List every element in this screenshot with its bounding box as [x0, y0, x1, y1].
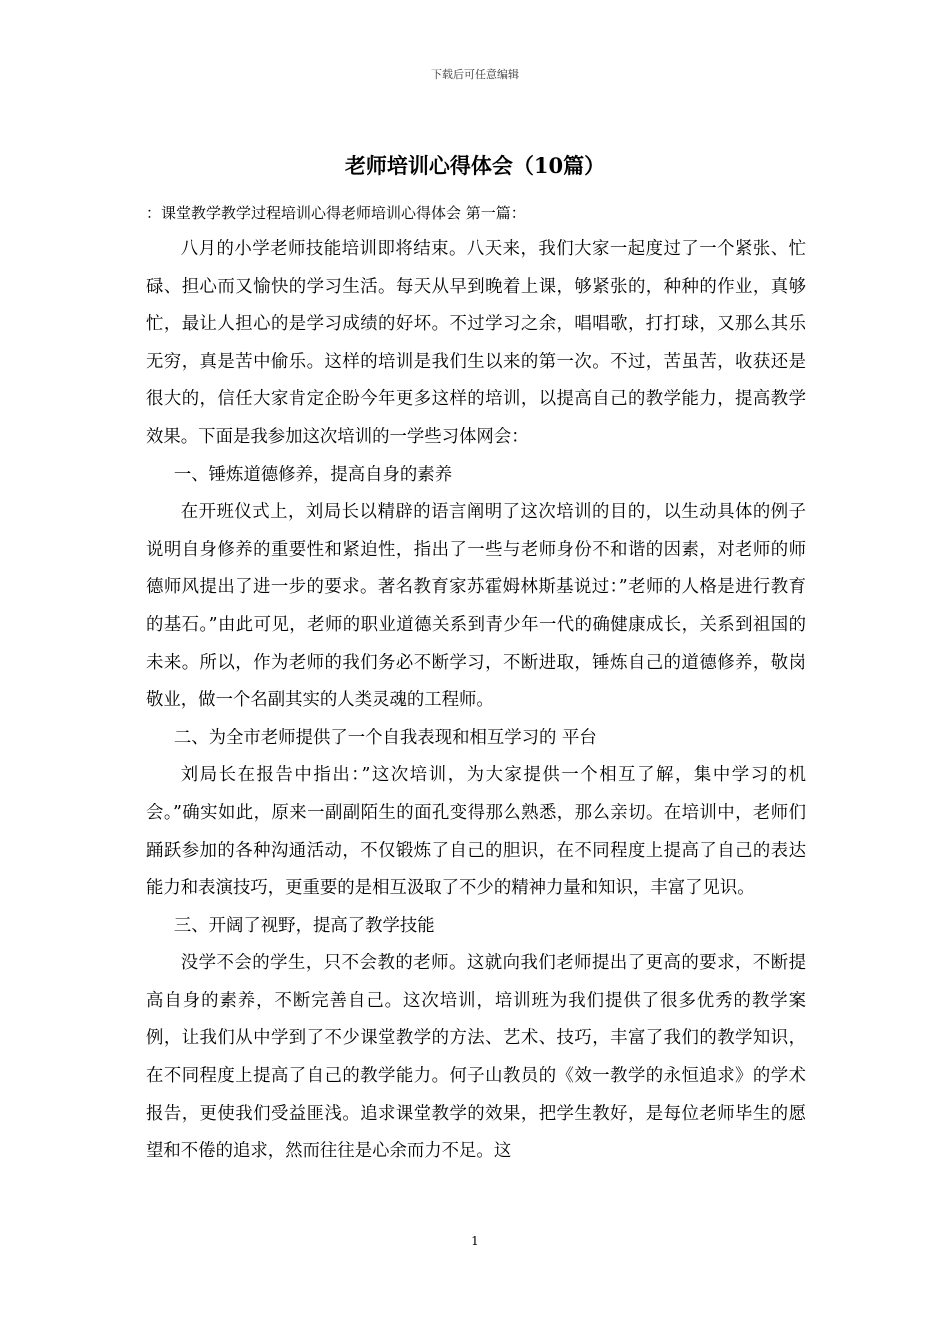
paragraph-section-3: 没学不会的学生，只不会教的老师。这就向我们老师提出了更高的要求，不断提高自身的素养，不断完善自己。这次培训，培训班为我们提供了很多优秀的教学案例，让我们从中学到了不少课堂教学的方法、艺术、技巧，丰富了我们的教学知识，在不同程度上提高了自己的教学能力。何子山教员的《效一教学的永恒追求》的学术报告，更使我们受益匪浅。追求课堂教学的效果，把学生教好，是每位老师毕生的愿望和不倦的追求，然而往往是心余而力不足。这	[146, 953, 806, 1162]
section-heading-2: 二、为全市老师提供了一个自我表现和相互学习的 平台	[173, 727, 597, 748]
paragraph-opening: 八月的小学老师技能培训即将结束。八天来，我们大家一起度过了一个紧张、忙碌、担心而又愉快的学习生活。每天从早到晚着上课，够紧张的，种种的作业，真够忙，最让人担心的是学习成绩的好坏。不过学习之余，唱唱歌，打打球，又那么其乐无穷，真是苦中偷乐。这样的培训是我们生以来的第一次。不过，苦虽苦，收获还是很大的，信任大家肯定企盼今年更多这样的培训，以提高自己的教学能力，提高教学效果。下面是我参加这次培训的一学些习体网会：	[146, 239, 806, 447]
page-header-note: 下载后可任意编辑	[431, 68, 519, 81]
document-body	[146, 231, 806, 1171]
document-title: 老师培训心得体会（10篇）	[344, 153, 606, 178]
section-heading-1: 一、锤炼道德修养，提高自身的素养	[173, 464, 453, 485]
intro-line: ：课堂教学教学过程培训心得老师培训心得体会 第一篇：	[146, 204, 526, 222]
paragraph-section-2: 刘局长在报告中指出：”这次培训，为大家提供一个相互了解，集中学习的机会。”确实如此，原来一副副陌生的面孔变得那么熟悉，那么亲切。在培训中，老师们踊跃参加的各种沟通活动，不仅锻炼了自己的胆识，在不同程度上提高了自己的表达能力和表演技巧，更重要的是相互汲取了不少的精神力量和知识，丰富了见识。	[146, 765, 806, 899]
section-heading-3: 三、开阔了视野，提高了教学技能	[173, 915, 435, 936]
page-number: 1	[471, 1234, 479, 1248]
paragraph-section-1: 在开班仪式上，刘局长以精辟的语言阐明了这次培训的目的，以生动具体的例子说明自身修养的重要性和紧迫性，指出了一些与老师身份不和谐的因素，对老师的师德师风提出了进一步的要求。著名教育家苏霍姆林斯基说过：”老师的人格是进行教育的基石。”由此可见，老师的职业道德关系到青少年一代的确健康成长，关系到祖国的未来。所以，作为老师的我们务必不断学习，不断进取，锤炼自己的道德修养，敬岗敬业，做一个名副其实的人类灵魂的工程师。	[146, 502, 806, 711]
